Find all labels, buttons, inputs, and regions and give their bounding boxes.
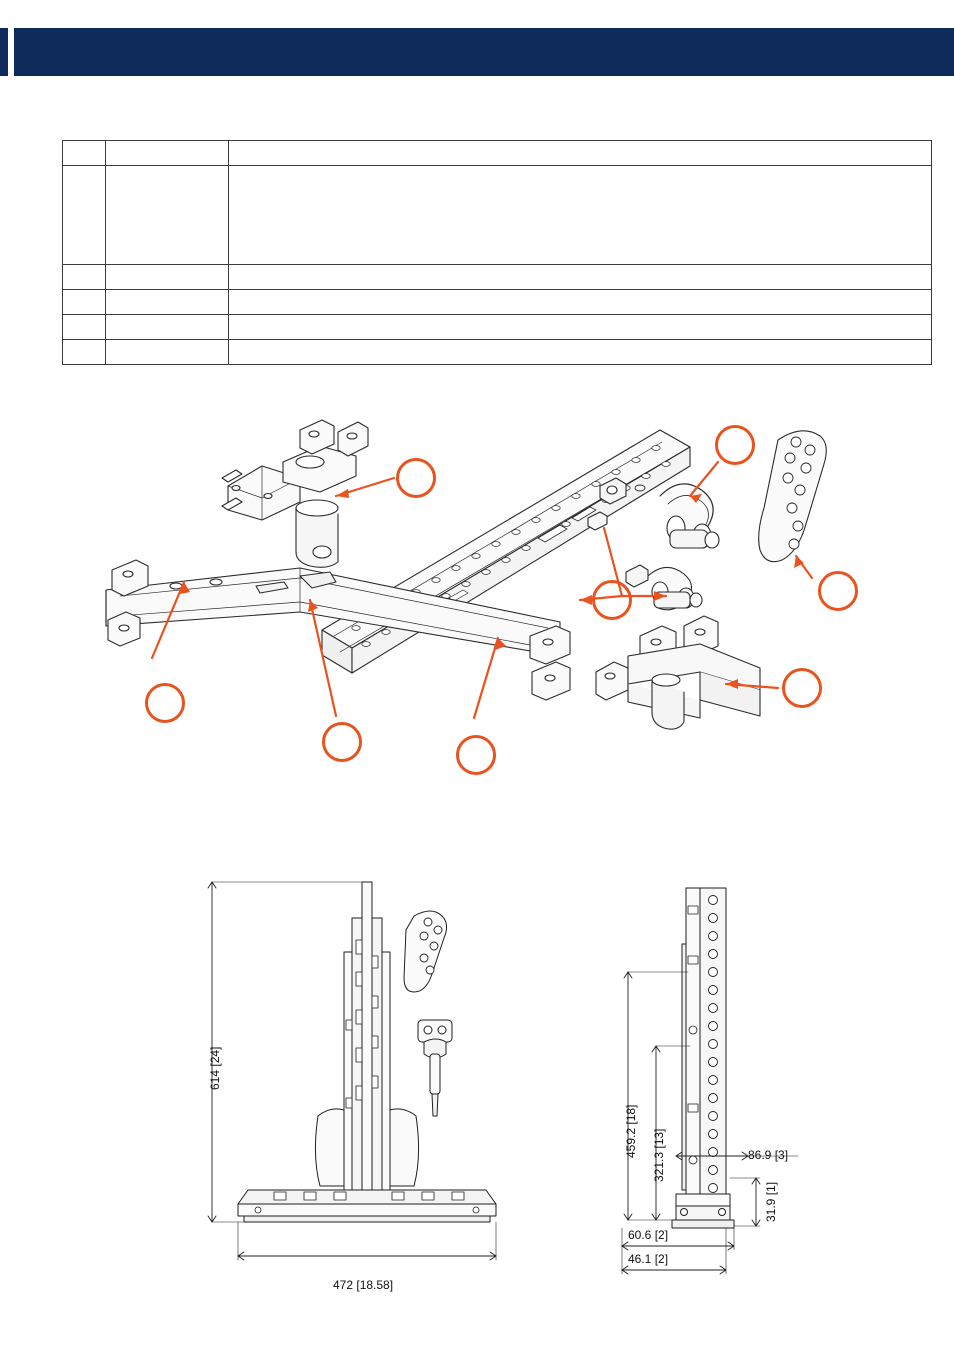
dim-side-base-depth: 60.6 [2] [628,1228,669,1242]
table-cell-part-number [106,141,229,166]
callout-badge-3[interactable] [592,580,632,620]
dim-side-foot-depth: 46.1 [2] [628,1252,669,1266]
table-cell-part-number [106,340,229,365]
header-accent-inner [0,28,8,76]
table-row [63,315,932,340]
table-cell-description [229,340,932,365]
dim-side-overall-height: 459.2 [18] [624,1104,638,1158]
callout-badge-5[interactable] [145,683,185,723]
table-cell-part-number [106,315,229,340]
side-plate-part [759,431,827,562]
table-cell-index [63,340,106,365]
table-cell-index [63,141,106,166]
callout-badge-6[interactable] [322,722,362,762]
table-cell-index [63,315,106,340]
table-row [63,340,932,365]
dim-side-small-height: 31.9 [1] [764,1181,778,1222]
table-cell-index [63,265,106,290]
table-cell-part-number [106,166,229,265]
table-row [63,265,932,290]
table-cell-part-number [106,265,229,290]
dimension-drawings [0,860,954,1300]
parts-table [62,140,932,365]
table-cell-description [229,141,932,166]
table-row [63,141,932,166]
dim-side-upper-offset: 86.9 [3] [748,1148,789,1162]
dim-front-width: 472 [18.58] [333,1278,394,1292]
table-row [63,290,932,315]
foot-bracket-part [596,616,760,729]
callout-badge-1[interactable] [396,458,436,498]
leader-line-7 [474,638,498,718]
table-cell-index [63,166,106,265]
callout-badge-8[interactable] [782,668,822,708]
table-cell-description [229,265,932,290]
leader-line-2 [690,462,718,496]
table-row [63,166,932,265]
table-cell-index [63,290,106,315]
callout-badge-2[interactable] [715,425,755,465]
dim-side-inner-height: 321.3 [13] [652,1128,666,1182]
exploded-assembly-figure [0,400,954,800]
dimension-drawings-svg [0,860,954,1300]
table-cell-description [229,315,932,340]
page-header-band [0,28,954,76]
dim-front-height: 614 [24] [208,1046,222,1090]
callout-badge-4[interactable] [818,571,858,611]
table-cell-description [229,166,932,265]
callout-badge-7[interactable] [456,735,496,775]
front-view-drawing [208,882,496,1260]
table-cell-description [229,290,932,315]
table-cell-part-number [106,290,229,315]
